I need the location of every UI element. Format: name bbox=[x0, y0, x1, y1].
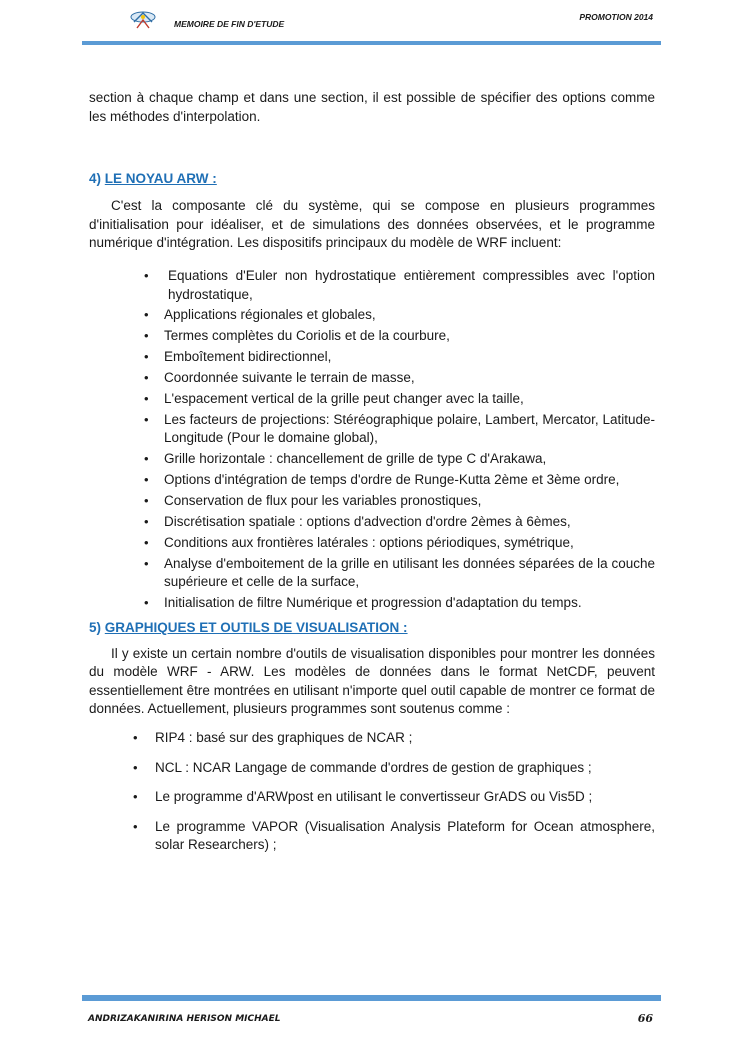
list-item: • Equations d'Euler non hydrostatique entièrement compressibles avec l'option hydrostatique, bbox=[144, 267, 655, 302]
footer-author: ANDRIZAKANIRINA HERISON MICHAEL bbox=[88, 1014, 281, 1024]
bullet-icon: • bbox=[133, 818, 138, 834]
bullet-icon: • bbox=[144, 307, 149, 323]
section-4-paragraph: C'est la composante clé du système, qui se compose en plusieurs programmes d'initialisation pour idéaliser, et de simulations des données observées, et le programme numérique d'intégration. Les dispositifs principaux du modèle de WRF incluent: bbox=[89, 198, 655, 251]
bullet-icon: • bbox=[144, 348, 149, 364]
list-item: • Les facteurs de projections: Stéréographique polaire, Lambert, Mercator, Latitude-Longitude (Pour le domaine global), bbox=[144, 411, 655, 446]
section-4-number: 4) bbox=[89, 171, 102, 187]
section-4-heading bbox=[89, 170, 655, 188]
bullet-icon: • bbox=[144, 451, 149, 467]
bullet-icon: • bbox=[144, 369, 149, 385]
section-4-title: LE NOYAU ARW : bbox=[104, 171, 217, 187]
list-item: • L'espacement vertical de la grille peut changer avec la taille, bbox=[89, 390, 655, 409]
bullet-icon: • bbox=[144, 513, 149, 529]
list-item: • Conservation de flux pour les variables pronostiques, bbox=[89, 492, 655, 511]
section-5-paragraph: Il y existe un certain nombre d'outils de visualisation disponibles pour montrer les données du modèle WRF - ARW. Les modèles de données dans le format NetCDF, peuvent essentiellement être montrées en utilisant n'importe quel outil capable de montrer ce format de données. Actuellement, plusieurs programmes sont soutenus comme : bbox=[89, 645, 655, 717]
bullet-icon: • bbox=[133, 730, 138, 745]
bullet-icon: • bbox=[144, 267, 149, 283]
list-item: • RIP4 : basé sur des graphiques de NCAR ; bbox=[89, 729, 655, 748]
section-5-title: GRAPHIQUES ET OUTILS DE VISUALISATION : bbox=[104, 619, 408, 635]
footer-rule bbox=[82, 995, 661, 1001]
bullet-icon: • bbox=[144, 492, 149, 508]
list-item: • Analyse d'emboitement de la grille en utilisant les données séparées de la couche supérieure et celle de la surface, bbox=[144, 555, 655, 590]
school-logo-icon bbox=[128, 8, 158, 32]
section-4-list bbox=[89, 267, 655, 613]
section-5-heading bbox=[89, 619, 655, 637]
list-item: • Conditions aux frontières latérales : options périodiques, symétrique, bbox=[89, 534, 655, 553]
list-item: • NCL : NCAR Langage de commande d'ordres de gestion de graphiques ; bbox=[89, 759, 655, 778]
header-title: MEMOIRE DE FIN D'ETUDE bbox=[174, 19, 285, 29]
intro-paragraph: section à chaque champ et dans une section, il est possible de spécifier des options comme les méthodes d'interpolation. bbox=[89, 90, 655, 124]
bullet-icon: • bbox=[144, 595, 149, 611]
page-content bbox=[89, 89, 655, 866]
bullet-icon: • bbox=[133, 789, 138, 805]
bullet-icon: • bbox=[144, 411, 149, 427]
list-item: • Applications régionales et globales, bbox=[89, 306, 655, 325]
list-item: • Emboîtement bidirectionnel, bbox=[89, 348, 655, 367]
list-item: • Le programme VAPOR (Visualisation Analysis Plateform for Ocean atmosphere, solar Researchers) ; bbox=[133, 818, 655, 853]
bullet-icon: • bbox=[144, 555, 149, 571]
bullet-icon: • bbox=[133, 759, 138, 775]
list-item: • Grille horizontale : chancellement de grille de type C d'Arakawa, bbox=[89, 450, 655, 469]
section-5-list bbox=[89, 729, 655, 855]
list-item: • Le programme d'ARWpost en utilisant le convertisseur GrADS ou Vis5D ; bbox=[89, 788, 655, 807]
list-item: • Coordonnée suivante le terrain de masse, bbox=[89, 369, 655, 388]
page-number: 66 bbox=[637, 1012, 653, 1025]
list-item: • Discrétisation spatiale : options d'advection d'ordre 2èmes à 6èmes, bbox=[89, 513, 655, 532]
list-item: • Options d'intégration de temps d'ordre de Runge-Kutta 2ème et 3ème ordre, bbox=[89, 471, 655, 490]
bullet-icon: • bbox=[144, 390, 149, 406]
header-rule bbox=[82, 41, 661, 45]
bullet-icon: • bbox=[144, 328, 149, 344]
bullet-icon: • bbox=[144, 534, 149, 550]
header-promotion: PROMOTION 2014 bbox=[579, 12, 653, 22]
list-item: • Initialisation de filtre Numérique et progression d'adaptation du temps. bbox=[89, 594, 655, 613]
bullet-icon: • bbox=[144, 471, 149, 487]
list-item: • Termes complètes du Coriolis et de la courbure, bbox=[89, 327, 655, 346]
section-5-number: 5) bbox=[89, 619, 102, 635]
